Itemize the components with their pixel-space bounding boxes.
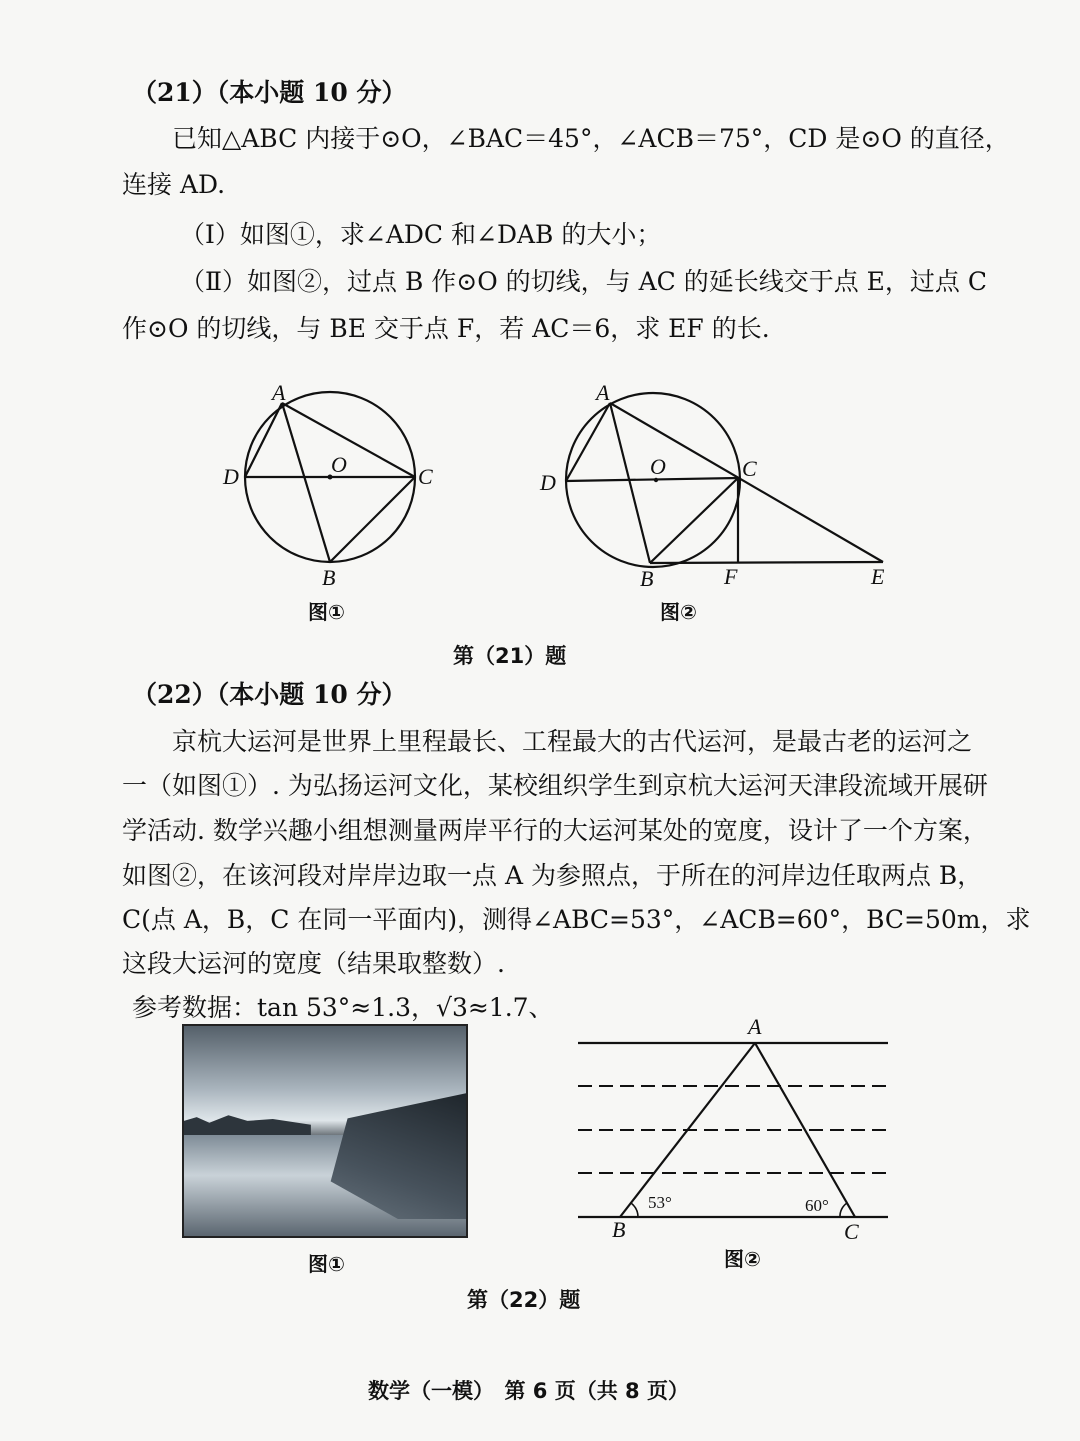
q22-title: 第（22）题 xyxy=(467,1288,581,1312)
label-b: B xyxy=(640,566,654,590)
q22-line1: 京杭大运河是世界上里程最长、工程最大的古代运河，是最古老的运河之 xyxy=(172,727,973,756)
angle-c-arc xyxy=(840,1203,847,1217)
q21-header: （21）（本小题 10 分） xyxy=(132,78,407,107)
q22-header: （22）（本小题 10 分） xyxy=(132,680,407,709)
label-o: O xyxy=(331,452,347,477)
label-a: A xyxy=(748,1014,762,1039)
label-b: B xyxy=(322,565,336,590)
segment-ab xyxy=(610,403,650,563)
q21-figure-2 xyxy=(538,380,898,590)
q22-line5: C(点 A，B，C 在同一平面内)，测得∠ABC=53°，∠ACB=60°，BC=50m，求 xyxy=(122,905,1031,934)
label-a: A xyxy=(596,380,610,405)
label-d: D xyxy=(540,470,556,495)
q21-part1: （Ⅰ）如图①，求∠ADC 和∠DAB 的大小； xyxy=(180,220,662,249)
label-d: D xyxy=(223,464,239,489)
segment-ae xyxy=(610,403,883,562)
q22-fig1-caption: 图① xyxy=(308,1252,345,1276)
q21-title: 第（21）题 xyxy=(453,644,567,668)
angle-b-arc xyxy=(631,1203,638,1217)
label-c: C xyxy=(418,464,433,489)
label-e: E xyxy=(871,564,885,589)
label-c: C xyxy=(844,1219,859,1244)
angle-c-label: 60° xyxy=(805,1196,829,1215)
q21-fig1-caption: 图① xyxy=(308,600,345,624)
label-b: B xyxy=(612,1217,626,1242)
q21-part2-line2: 作⊙O 的切线，与 BE 交于点 F，若 AC＝6，求 EF 的长. xyxy=(122,314,770,343)
q22-line4: 如图②，在该河段对岸岸边取一点 A 为参照点，于所在的河岸边任取两点 B， xyxy=(122,861,983,890)
segment-bc xyxy=(650,478,738,563)
label-o: O xyxy=(650,454,666,479)
q21-part2-line1: （Ⅱ）如图②，过点 B 作⊙O 的切线，与 AC 的延长线交于点 E，过点 C xyxy=(180,267,987,296)
segment-be xyxy=(650,562,883,563)
q21-stem-line2: 连接 AD. xyxy=(122,170,226,199)
q22-line6: 这段大运河的宽度（结果取整数）. xyxy=(122,949,505,978)
q22-line3: 学活动. 数学兴趣小组想测量两岸平行的大运河某处的宽度，设计了一个方案， xyxy=(122,816,988,845)
segment-bc xyxy=(330,477,415,562)
q22-line2: 一（如图①）. 为弘扬运河文化，某校组织学生到京杭大运河天津段流域开展研 xyxy=(122,771,988,800)
page-footer: 数学（一模） 第 6 页（共 8 页） xyxy=(368,1379,689,1403)
q21-fig2-caption: 图② xyxy=(660,600,697,624)
label-c: C xyxy=(742,456,757,481)
q22-figure-2 xyxy=(570,1010,895,1245)
q21-figure-1 xyxy=(220,380,440,590)
label-a: A xyxy=(272,380,286,405)
segment-ad xyxy=(566,403,610,481)
q21-stem-line1: 已知△ABC 内接于⊙O，∠BAC＝45°，∠ACB＝75°，CD 是⊙O 的直径， xyxy=(172,124,1010,153)
canal-photo xyxy=(182,1024,468,1238)
segment-ad xyxy=(245,403,282,477)
angle-b-label: 53° xyxy=(648,1193,672,1212)
q22-reference-data: 参考数据：tan 53°≈1.3，√3≈1.7、 xyxy=(132,993,554,1022)
label-f: F xyxy=(724,564,738,589)
q22-fig2-caption: 图② xyxy=(724,1247,761,1271)
